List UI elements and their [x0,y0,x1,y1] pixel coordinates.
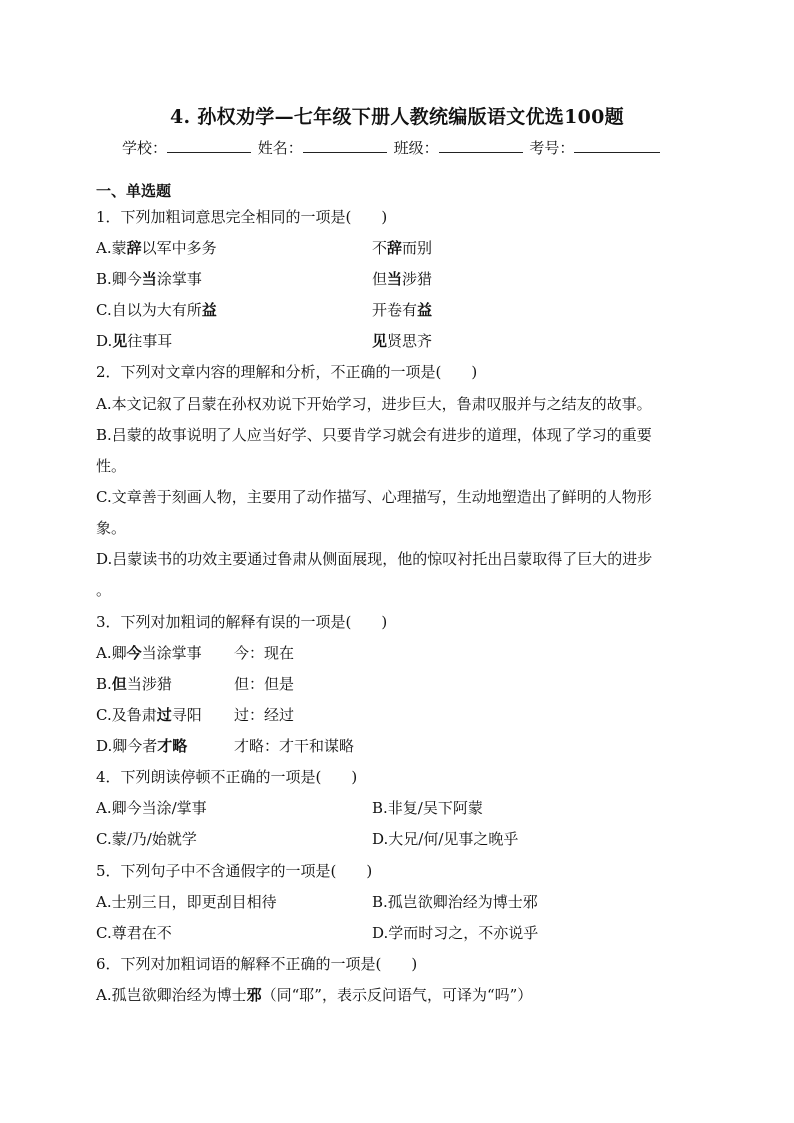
number-blank[interactable] [574,138,660,153]
q3-option-d-explanation: 才略：才干和谋略 [234,737,355,755]
q5-option-d: D.学而时习之，不亦说乎 [372,924,539,942]
q3-option-c-explanation: 过：经过 [234,706,295,724]
q2-option-a: A.本文记叙了吕蒙在孙权劝说下开始学习，进步巨大，鲁肃叹服并与之结友的故事。 [96,395,652,413]
q1-option-a-compare: 不辞而别 [372,239,433,257]
q1-option-c-compare: 开卷有益 [372,301,433,319]
q2-option-c: C.文章善于刻画人物，主要用了动作描写、心理描写，生动地塑造出了鲜明的人物形 [96,488,652,506]
q2-option-b: B.吕蒙的故事说明了人应当好学、只要肯学习就会有进步的道理，体现了学习的重要 [96,426,652,444]
q3-option-c: C.及鲁肃过寻阳 [96,706,202,724]
q3-option-d: D.卿今者才略 [96,737,188,755]
name-label: 姓名： [257,139,303,157]
q4-option-d: D.大兄/何/见事之晚乎 [372,830,519,848]
q1-option-b-compare: 但当涉猎 [372,270,433,288]
q1-option-b: B.卿今当涂掌事 [96,270,202,288]
number-label: 考号： [529,139,575,157]
q1-option-d: D.见往事耳 [96,332,173,350]
question-5-stem: 5．下列句子中不含通假字的一项是( ) [96,862,373,880]
school-label: 学校： [122,139,168,157]
question-1-stem: 1．下列加粗词意思完全相同的一项是( ) [96,208,388,226]
q2-option-d: D.吕蒙读书的功效主要通过鲁肃从侧面展现，他的惊叹衬托出吕蒙取得了巨大的进步 [96,550,653,568]
question-3-stem: 3．下列对加粗词的解释有误的一项是( ) [96,613,388,631]
q2-option-b-cont: 性。 [96,457,127,475]
q2-option-c-cont: 象。 [96,519,127,537]
question-4-stem: 4．下列朗读停顿不正确的一项是( ) [96,768,358,786]
q6-option-a: A.孤岂欲卿治经为博士邪（同“耶”，表示反问语气，可译为“吗”） [96,986,533,1004]
q4-option-b: B.非复/吴下阿蒙 [372,799,483,817]
name-blank[interactable] [303,138,387,153]
class-blank[interactable] [439,138,523,153]
q1-option-c: C.自以为大有所益 [96,301,217,319]
q1-option-a: A.蒙辞以军中多务 [96,239,217,257]
q3-option-b-explanation: 但：但是 [234,675,295,693]
q4-option-a: A.卿今当涂/掌事 [96,799,207,817]
document-title: 4. 孙权劝学—七年级下册人教统编版语文优选100题 [170,106,624,128]
q5-option-a: A.士别三日，即更刮目相待 [96,893,277,911]
q3-option-a-explanation: 今：现在 [234,644,295,662]
q5-option-c: C.尊君在不 [96,924,172,942]
section-heading: 一、单选题 [96,182,172,200]
q4-option-c: C.蒙/乃/始就学 [96,830,197,848]
q5-option-b: B.孤岂欲卿治经为博士邪 [372,893,538,911]
school-blank[interactable] [167,138,251,153]
q3-option-a: A.卿今当涂掌事 [96,644,202,662]
question-6-stem: 6．下列对加粗词语的解释不正确的一项是( ) [96,955,418,973]
q3-option-b: B.但当涉猎 [96,675,172,693]
q2-option-d-cont: 。 [96,581,112,599]
class-label: 班级： [393,139,439,157]
question-2-stem: 2．下列对文章内容的理解和分析，不正确的一项是( ) [96,363,478,381]
q1-option-d-compare: 见贤思齐 [372,332,433,350]
student-info-line [122,137,662,158]
